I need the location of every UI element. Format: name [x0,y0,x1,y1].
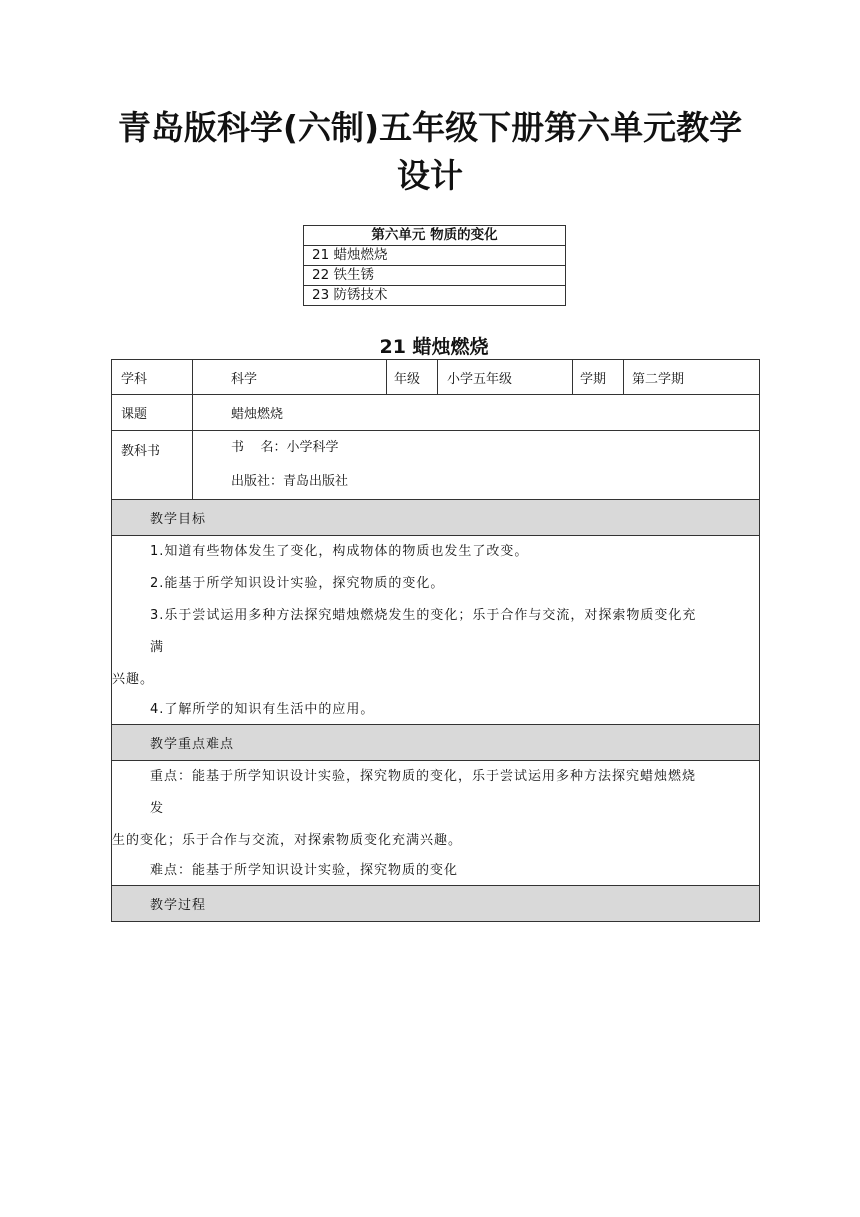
unit-lesson-item: 23 防锈技术 [304,286,566,306]
grade-value: 小学五年级 [438,360,573,395]
topic-label: 课题 [112,395,193,431]
key-point-line: 发 [150,801,165,816]
unit-lesson-item: 21 蜡烛燃烧 [304,246,566,266]
objectives-header: 教学目标 [112,500,760,536]
objectives-content [112,536,760,725]
subject-value: 科学 [193,360,387,395]
objective-item: 1.知道有些物体发生了变化，构成物体的物质也发生了改变。 [150,544,529,559]
subject-label: 学科 [112,360,193,395]
document-title: 青岛版科学(六制)五年级下册第六单元教学设计 [117,108,743,195]
key-point-line: 生的变化；乐于合作与交流，对探索物质变化充满兴趣。 [112,833,463,848]
unit-lesson-item: 22 铁生锈 [304,266,566,286]
objective-item: 满 [150,640,165,655]
unit-heading: 第六单元 物质的变化 [304,226,566,246]
book-name: 书 名：小学科学 [231,440,339,455]
key-point-line: 难点：能基于所学知识设计实验，探究物质的变化 [150,863,459,878]
key-points-content [112,761,760,886]
objective-item: 兴趣。 [112,672,155,687]
lesson-plan-table [111,359,760,922]
term-value: 第二学期 [624,360,760,395]
textbook-label: 教科书 [112,431,193,500]
unit-overview-table [303,225,566,306]
key-points-header: 教学重点难点 [112,725,760,761]
lesson-heading: 21 蜡烛燃烧 [379,336,489,358]
topic-value: 蜡烛燃烧 [193,395,760,431]
term-label: 学期 [573,360,624,395]
process-header: 教学过程 [112,886,760,922]
textbook-info [193,431,760,500]
objective-item: 4.了解所学的知识有生活中的应用。 [150,702,375,717]
publisher: 出版社：青岛出版社 [231,474,349,489]
grade-label: 年级 [387,360,438,395]
key-point-line: 重点：能基于所学知识设计实验，探究物质的变化，乐于尝试运用多种方法探究蜡烛燃烧 [150,769,697,784]
objective-item: 3.乐于尝试运用多种方法探究蜡烛燃烧发生的变化；乐于合作与交流，对探索物质变化充 [150,608,697,623]
objective-item: 2.能基于所学知识设计实验，探究物质的变化。 [150,576,445,591]
